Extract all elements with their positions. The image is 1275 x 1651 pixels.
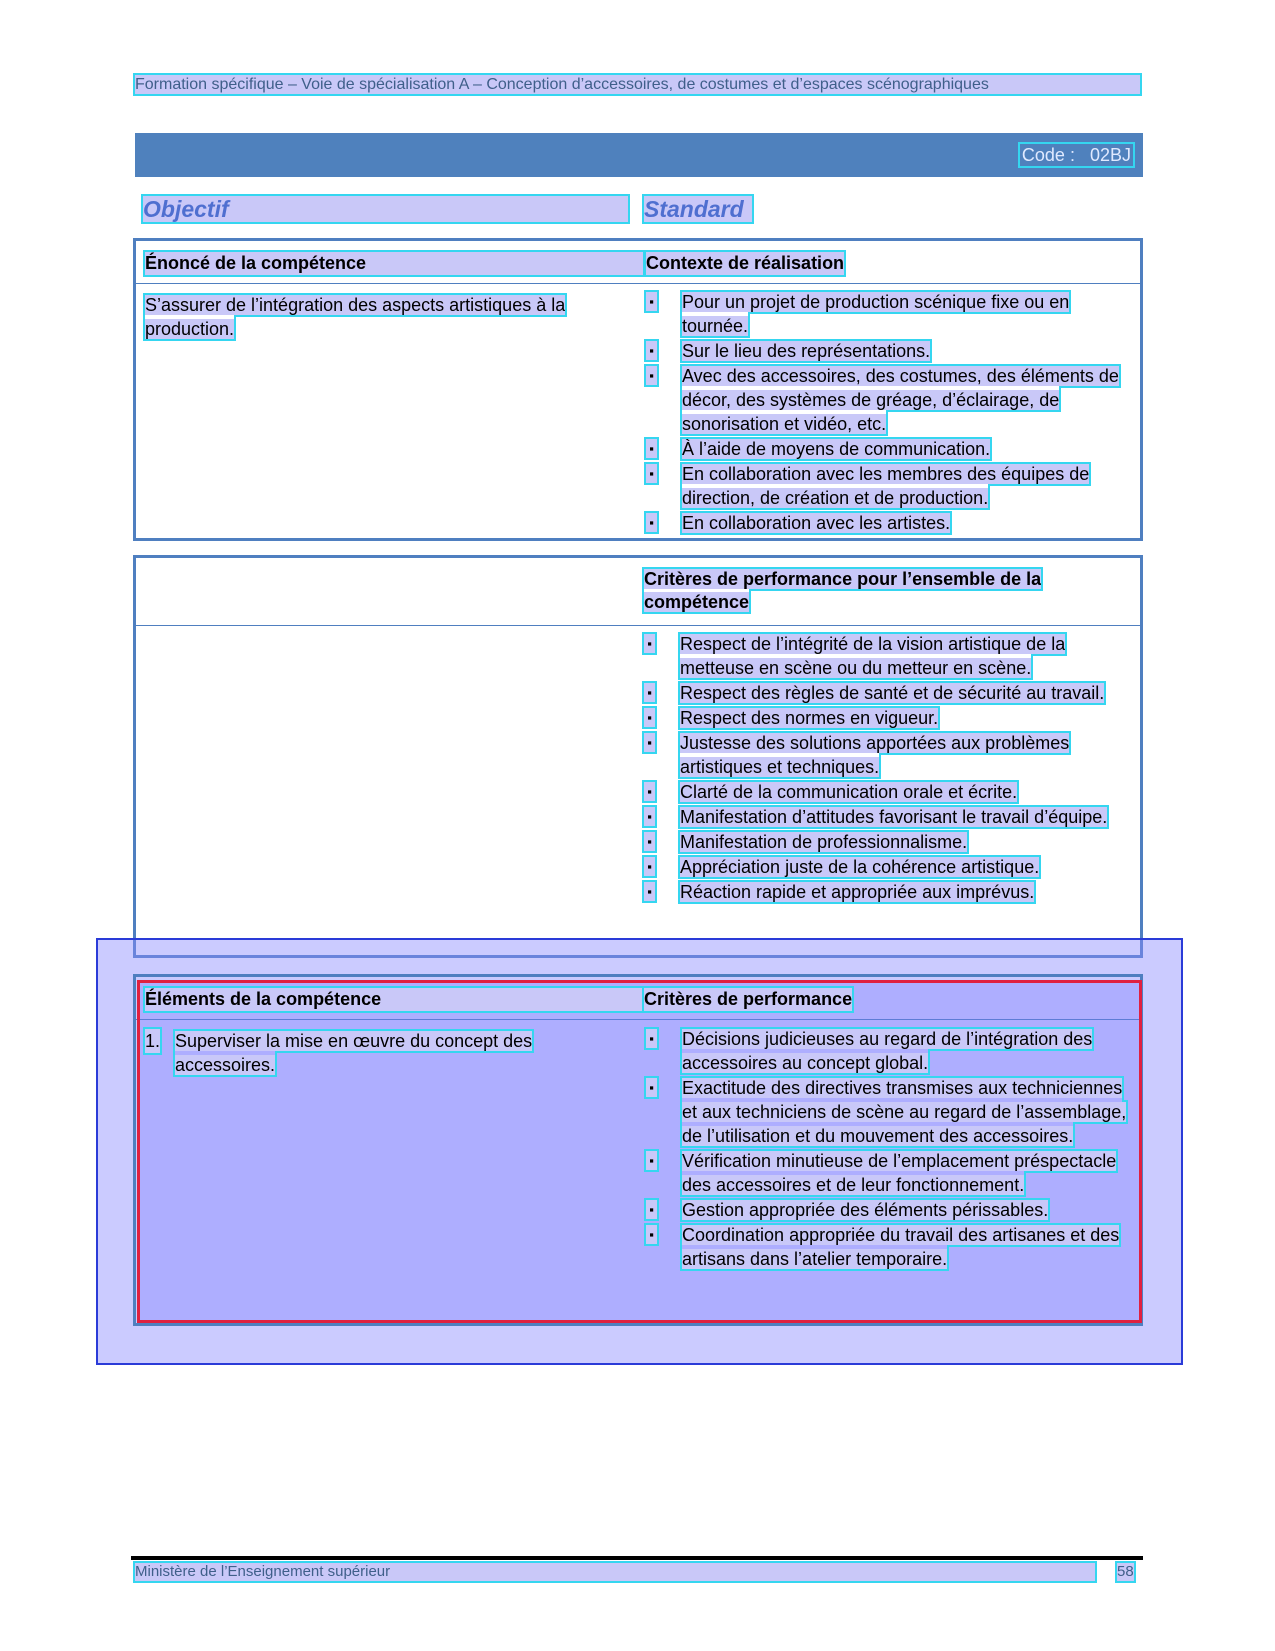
square-bullet-icon: ▪ <box>646 366 657 385</box>
square-bullet-icon: ▪ <box>646 1078 657 1097</box>
code-value: 02BJ <box>1089 145 1131 165</box>
list-item: ▪ En collaboration avec les artistes. <box>646 511 1131 535</box>
list-item: ▪ À l’aide de moyens de communication. <box>646 437 1131 461</box>
list-item: ▪ Appréciation juste de la cohérence artistique. <box>644 855 1134 879</box>
footer-ministry: Ministère de l’Enseignement supérieur <box>135 1563 1095 1581</box>
contexte-heading: Contexte de réalisation <box>646 253 845 273</box>
list-item: ▪ Vérification minutieuse de l’emplacement préspectacle des accessoires et de leur fonctionnement. <box>646 1149 1134 1197</box>
list-item: ▪ Gestion appropriée des éléments périssables. <box>646 1198 1134 1222</box>
list-item: ▪ Exactitude des directives transmises aux techniciennes et aux techniciens de scène au regard de l’assemblage, de l’utilisation et du mouvement des accessoires. <box>646 1076 1134 1148</box>
contexte-list <box>646 290 1131 536</box>
square-bullet-icon: ▪ <box>644 807 655 826</box>
element-1 <box>145 1029 645 1077</box>
element-number: 1. <box>145 1031 161 1051</box>
list-item: ▪ Décisions judicieuses au regard de l’intégration des accessoires au concept global. <box>646 1027 1134 1075</box>
square-bullet-icon: ▪ <box>644 634 655 653</box>
divider <box>136 625 1140 626</box>
list-item: ▪ Avec des accessoires, des costumes, des éléments de décor, des systèmes de gréage, d’éclairage, de sonorisation et vidéo, etc. <box>646 364 1131 436</box>
list-item: ▪ Coordination appropriée du travail des artisanes et des artisans dans l’atelier temporaire. <box>646 1223 1134 1271</box>
list-item: ▪ En collaboration avec les membres des équipes de direction, de création et de production. <box>646 462 1131 510</box>
square-bullet-icon: ▪ <box>646 1029 657 1048</box>
square-bullet-icon: ▪ <box>646 341 657 360</box>
list-item: ▪ Sur le lieu des représentations. <box>646 339 1131 363</box>
square-bullet-icon: ▪ <box>646 1225 657 1244</box>
criteria-overall-list <box>644 632 1134 905</box>
footer-rule <box>131 1556 1143 1560</box>
square-bullet-icon: ▪ <box>644 782 655 801</box>
code-label: Code : 02BJ <box>1021 145 1131 165</box>
divider <box>136 283 1140 284</box>
elements-criteria-list <box>646 1027 1134 1272</box>
list-item: ▪ Justesse des solutions apportées aux problèmes artistiques et techniques. <box>644 731 1134 779</box>
code-bar <box>133 133 1143 177</box>
square-bullet-icon: ▪ <box>644 882 655 901</box>
standard-label: Standard <box>644 196 752 222</box>
square-bullet-icon: ▪ <box>646 464 657 483</box>
square-bullet-icon: ▪ <box>646 292 657 311</box>
running-header: Formation spécifique – Voie de spécialisation A – Conception d’accessoires, de costumes et d’espaces scénographiques <box>135 75 1140 94</box>
square-bullet-icon: ▪ <box>646 513 657 532</box>
square-bullet-icon: ▪ <box>646 1151 657 1170</box>
list-item: ▪ Manifestation de professionnalisme. <box>644 830 1134 854</box>
elements-heading: Éléments de la compétence <box>145 988 643 1011</box>
enonce-heading: Énoncé de la compétence <box>145 252 643 275</box>
list-item: ▪ Pour un projet de production scénique fixe ou en tournée. <box>646 290 1131 338</box>
objectif-label: Objectif <box>143 196 628 222</box>
list-item: ▪ Clarté de la communication orale et écrite. <box>644 780 1134 804</box>
list-item: ▪ Manifestation d’attitudes favorisant le travail d’équipe. <box>644 805 1134 829</box>
page-number: 58 <box>1117 1563 1134 1580</box>
criteria-overall-heading: Critères de performance pour l’ensemble de la compétence <box>644 569 1042 612</box>
elements-criteria-heading: Critères de performance <box>644 989 853 1009</box>
square-bullet-icon: ▪ <box>646 439 657 458</box>
square-bullet-icon: ▪ <box>646 1200 657 1219</box>
square-bullet-icon: ▪ <box>644 708 655 727</box>
list-item: ▪ Réaction rapide et appropriée aux imprévus. <box>644 880 1134 904</box>
list-item: ▪ Respect des règles de santé et de sécurité au travail. <box>644 681 1134 705</box>
square-bullet-icon: ▪ <box>644 832 655 851</box>
list-item: ▪ Respect des normes en vigueur. <box>644 706 1134 730</box>
list-item: ▪ Respect de l’intégrité de la vision artistique de la metteuse en scène ou du metteur en scène. <box>644 632 1134 680</box>
square-bullet-icon: ▪ <box>644 683 655 702</box>
enonce-text: S’assurer de l’intégration des aspects artistiques à la production. <box>145 295 566 339</box>
element-text: Superviser la mise en œuvre du concept des accessoires. <box>175 1031 533 1075</box>
square-bullet-icon: ▪ <box>644 733 655 752</box>
square-bullet-icon: ▪ <box>644 857 655 876</box>
